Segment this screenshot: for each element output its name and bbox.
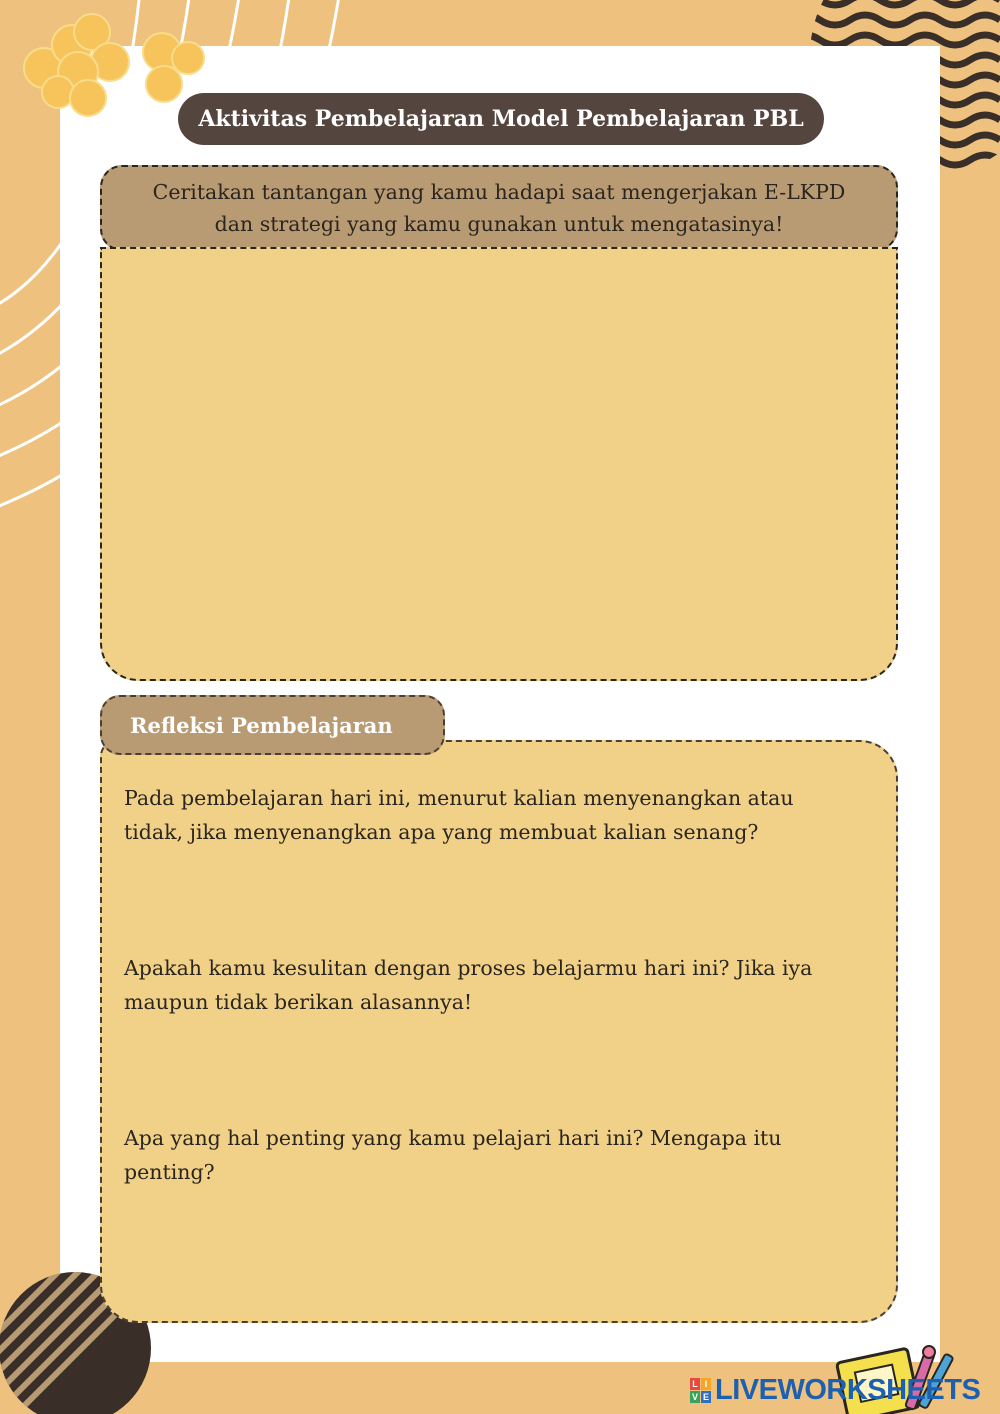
question-1-line1: Pada pembelajaran hari ini, menurut kalian menyenangkan atau [124, 786, 794, 810]
question-2-line2: maupun tidak berikan alasannya! [124, 990, 473, 1014]
question-2-line1: Apakah kamu kesulitan dengan proses belajarmu hari ini? Jika iya [124, 956, 813, 980]
reflection-question-3 [124, 1121, 876, 1189]
brand-text: LIVEWORKSHEETS [715, 1373, 981, 1406]
reflection-question-1 [124, 781, 876, 849]
page-title: Aktivitas Pembelajaran Model Pembelajaran PBL [178, 93, 824, 145]
challenge-answer-area[interactable] [100, 247, 898, 681]
question-1-line2: tidak, jika menyenangkan apa yang membuat kalian senang? [124, 820, 759, 844]
challenge-prompt-line2: dan strategi yang kamu gunakan untuk mengatasinya! [214, 212, 784, 236]
challenge-prompt-line1: Ceritakan tantangan yang kamu hadapi saat mengerjakan E-LKPD [152, 180, 846, 204]
liveworksheets-logo [690, 1372, 980, 1408]
challenge-prompt [100, 165, 898, 251]
question-3-line1: Apa yang hal penting yang kamu pelajari hari ini? Mengapa itu [124, 1126, 782, 1150]
question-3-line2: penting? [124, 1160, 215, 1184]
orange-dots-icon [24, 14, 204, 116]
live-letter: V [691, 1391, 698, 1402]
live-letter: I [701, 1378, 711, 1390]
live-letter: E [702, 1391, 709, 1402]
reflection-question-2 [124, 951, 876, 1019]
reflection-tab-label: Refleksi Pembelajaran [100, 695, 445, 755]
live-badge-icon [690, 1378, 711, 1403]
live-letter: L [690, 1378, 700, 1390]
